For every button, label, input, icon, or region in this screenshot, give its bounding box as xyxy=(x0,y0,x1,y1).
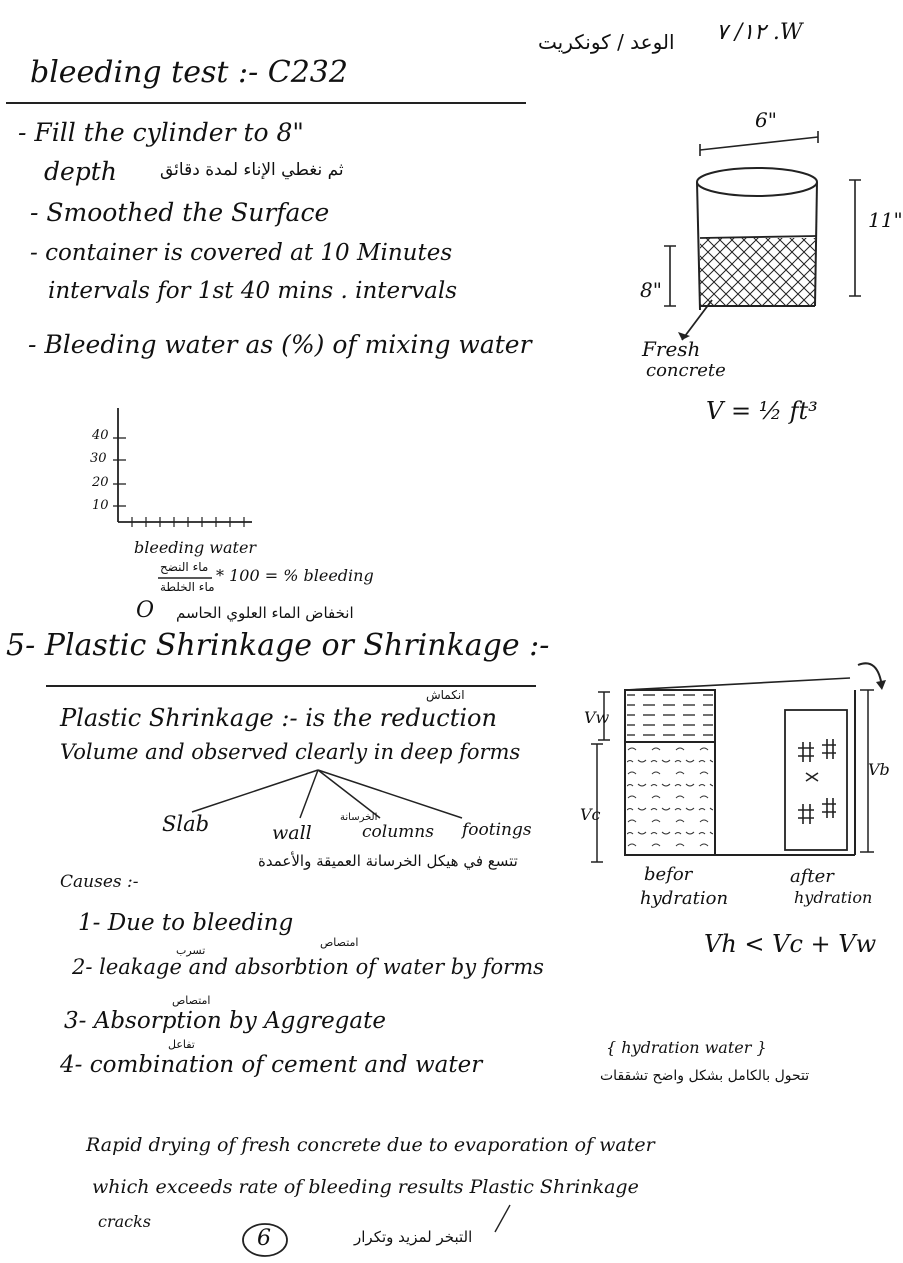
y-tick-30: 30 xyxy=(90,451,107,466)
bleeding-line-3: - Smoothed the Surface xyxy=(30,198,330,227)
cause-3: 3- Absorption by Aggregate xyxy=(64,1008,386,1034)
cause-2-note-a: تسرب xyxy=(176,944,206,957)
shrinkage-underline xyxy=(46,685,536,687)
volume-formula: V = ½ ft³ xyxy=(706,397,818,425)
y-tick-40: 40 xyxy=(92,428,109,443)
branch-slab: Slab xyxy=(162,812,210,836)
depth-note-arabic: ثم نغطي الإناء لمدة دقائق xyxy=(160,160,344,180)
date-ref: ١٢/ ٧ .W xyxy=(716,20,803,45)
ratio-denominator: ماء الخلطة xyxy=(160,580,215,594)
vc-label: Vc xyxy=(580,805,601,824)
cause-3-note: امتصاص xyxy=(172,994,211,1007)
after-label-1: after xyxy=(790,866,834,887)
concrete-hatch xyxy=(700,238,815,306)
before-label-2: hydration xyxy=(640,888,729,909)
bleeding-line-4: - container is covered at 10 Minutes xyxy=(30,240,453,266)
hydration-note-arabic: تتحول بالكامل بشكل واضح تشققات xyxy=(600,1068,810,1084)
ratio-numerator: ماء النضح xyxy=(160,560,209,574)
graph-note-arabic: انخفاض الماء العلوي الحاسم xyxy=(176,604,354,622)
conclusion-line-2: which exceeds rate of bleeding results Plastic Shrinkage xyxy=(92,1176,639,1198)
branch-columns: columns xyxy=(362,822,434,842)
before-label-1: befor xyxy=(644,864,693,885)
footer-tick xyxy=(495,1205,510,1232)
causes-heading: Causes :- xyxy=(60,872,139,892)
branch-note-arabic: تتسع في هيكل الخرسانة العميقة والأعمدة xyxy=(258,852,518,870)
curve-arrowhead xyxy=(876,680,886,690)
definition-line-1: Plastic Shrinkage :- is the reduction xyxy=(60,704,497,732)
topic-arabic: الوعد / كونكريت xyxy=(538,30,675,54)
ratio-tail: * 100 = % bleeding xyxy=(216,566,374,585)
fresh-label: Fresh xyxy=(642,337,701,361)
cause-4: 4- combination of cement and water xyxy=(60,1052,483,1078)
branch-wall: wall xyxy=(272,822,312,844)
cause-4-note: تفاعل xyxy=(168,1038,195,1051)
right-dim-label: 11" xyxy=(868,208,903,232)
cause-2-note-b: امتصاص xyxy=(320,936,359,949)
shrink-top-line xyxy=(625,678,850,690)
branch-lines xyxy=(192,770,462,818)
bleeding-line-1: - Fill the cylinder to 8" xyxy=(18,118,304,147)
bleeding-line-6: - Bleeding water as (%) of mixing water xyxy=(28,330,532,359)
vb-label: Vb xyxy=(868,760,890,779)
reduction-annotation: انكماش xyxy=(426,688,465,702)
volume-relation: Vh < Vc + Vw xyxy=(704,930,877,958)
y-tick-20: 20 xyxy=(92,475,109,490)
page-number: 6 xyxy=(257,1226,271,1251)
top-dim-line xyxy=(700,137,818,150)
bleeding-title: bleeding test :- C232 xyxy=(30,55,348,90)
graph-y-ticks xyxy=(113,438,126,506)
left-dim-label: 8" xyxy=(640,278,662,302)
bleeding-line-2: depth xyxy=(44,157,117,186)
leader-line xyxy=(682,300,712,340)
cylinder-right-wall xyxy=(815,182,817,306)
concrete-surface xyxy=(700,236,816,238)
before-concrete-layer xyxy=(627,744,713,853)
y-tick-10: 10 xyxy=(92,498,109,513)
definition-line-2: Volume and observed clearly in deep forms xyxy=(60,740,521,764)
crack-marks xyxy=(798,739,836,824)
cause-1: 1- Due to bleeding xyxy=(78,910,294,936)
graph-note-o: O xyxy=(136,598,155,623)
conclusion-line-1: Rapid drying of fresh concrete due to evaporation of water xyxy=(86,1134,655,1156)
cause-2: 2- leakage and absorbtion of water by forms xyxy=(72,955,544,979)
hydration-note: { hydration water } xyxy=(606,1038,767,1057)
vw-label: Vw xyxy=(584,708,610,727)
branch-footings: footings xyxy=(462,820,532,840)
graph-x-label: bleeding water xyxy=(134,538,257,557)
cylinder-left-wall xyxy=(697,182,700,310)
concrete-label: concrete xyxy=(646,360,726,381)
branch-sub-arabic: الخرسانة xyxy=(340,812,378,823)
before-water-layer xyxy=(627,692,713,740)
cylinder-top xyxy=(697,168,817,196)
top-dim-label: 6" xyxy=(755,108,777,132)
bleeding-line-5: intervals for 1st 40 mins . intervals xyxy=(48,278,458,304)
footer-arabic: التبخر لمزيد وتكرار xyxy=(354,1228,473,1246)
shrinkage-title: 5- Plastic Shrinkage or Shrinkage :- xyxy=(6,628,550,663)
after-label-2: hydration xyxy=(794,888,873,907)
conclusion-line-3: cracks xyxy=(98,1212,152,1231)
